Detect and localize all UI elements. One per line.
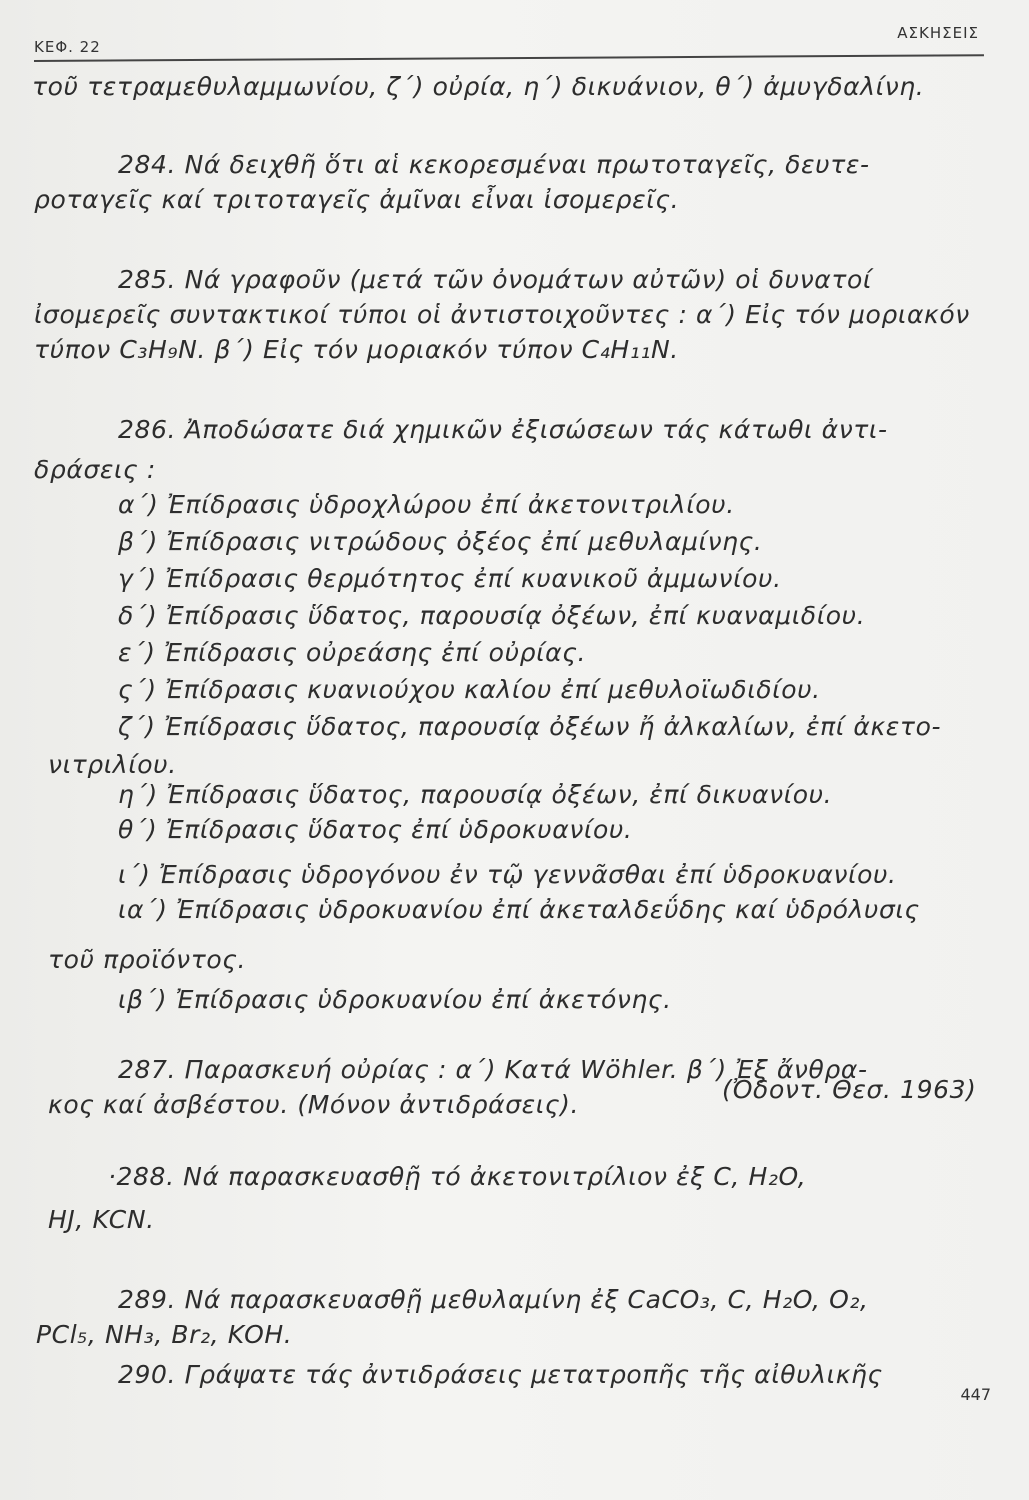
exercise-286-item-f: ς΄) Ἐπίδρασις κυανιούχου καλίου ἐπί μεθυλοϊωδιδίου. [118, 675, 821, 704]
exercise-286-item-b: β΄) Ἐπίδρασις νιτρώδους ὀξέος ἐπί μεθυλαμίνης. [118, 527, 763, 556]
chapter-header: ΚΕΦ. 22 [34, 38, 101, 56]
header-rule [34, 54, 984, 62]
exercise-286-item-i: θ΄) Ἐπίδρασις ὕδατος ἐπί ὑδροκυανίου. [118, 815, 633, 844]
exercise-284-line-1: 284. Νά δειχθῆ ὅτι αἱ κεκορεσμέναι πρωτοταγεῖς, δευτε- [118, 150, 870, 179]
exercise-287-line-2: κος καί ἀσβέστου. (Μόνον ἀντιδράσεις). [48, 1090, 579, 1119]
page-number: 447 [960, 1385, 991, 1404]
exercise-286-item-l: ιβ΄) Ἐπίδρασις ὑδροκυανίου ἐπί ἀκετόνης. [118, 985, 672, 1014]
exercise-285-line-2: ἰσομερεῖς συντακτικοί τύποι οἱ ἀντιστοιχοῦντες : α΄) Εἰς τόν μοριακόν [34, 300, 970, 329]
exercise-286-item-c: γ΄) Ἐπίδρασις θερμότητος ἐπί κυανικοῦ ἀμμωνίου. [118, 564, 782, 593]
exercise-286-item-k: ια΄) Ἐπίδρασις ὑδροκυανίου ἐπί ἀκεταλδεΰδης καί ὑδρόλυσις [118, 895, 920, 924]
exercise-286-item-e: ε΄) Ἐπίδρασις οὐρεάσης ἐπί οὐρίας. [118, 638, 587, 667]
section-header: ΑΣΚΗΣΕΙΣ [897, 24, 979, 42]
exercise-286-item-g: ζ΄) Ἐπίδρασις ὕδατος, παρουσίᾳ ὀξέων ἤ ἀλκαλίων, ἐπί ἀκετο- [118, 712, 942, 741]
exercise-290-line-1: 290. Γράψατε τάς ἀντιδράσεις μετατροπῆς τῆς αἰθυλικῆς [118, 1360, 883, 1389]
exercise-286-item-d: δ΄) Ἐπίδρασις ὕδατος, παρουσίᾳ ὀξέων, ἐπί κυαναμιδίου. [118, 601, 866, 630]
exercise-286-item-a: α΄) Ἐπίδρασις ὑδροχλώρου ἐπί ἀκετονιτριλίου. [118, 490, 735, 519]
exercise-289-line-1: 289. Νά παρασκευασθῇ μεθυλαμίνη ἐξ CaCO₃, C, H₂O, O₂, [118, 1285, 869, 1314]
exercise-287-line-1: 287. Παρασκευή οὐρίας : α΄) Κατά Wöhler. β΄) Ἐξ ἄνθρα- [118, 1055, 868, 1084]
exercise-286-line-1: 286. Ἀποδώσατε διά χημικῶν ἐξισώσεων τάς κάτωθι ἀντι- [118, 415, 888, 444]
exercise-288-line-2: HJ, KCN. [48, 1205, 155, 1234]
exercise-285-line-3: τύπον C₃H₉N. β΄) Εἰς τόν μοριακόν τύπον C₄H₁₁N. [34, 335, 679, 364]
text-line: τοῦ τετραμεθυλαμμωνίου, ζ΄) οὐρία, η΄) δικυάνιον, θ΄) ἀμυγδαλίνη. [32, 72, 925, 101]
exercise-289-line-2: PCl₅, NH₃, Br₂, KOH. [36, 1320, 293, 1349]
exercise-286-item-g-cont: νιτριλίου. [48, 750, 177, 779]
exercise-286-item-j: ι΄) Ἐπίδρασις ὑδρογόνου ἐν τῷ γεννᾶσθαι ἐπί ὑδροκυανίου. [118, 860, 897, 889]
exercise-286-item-k-cont: τοῦ προϊόντος. [48, 945, 247, 974]
exercise-284-line-2: ροταγεῖς καί τριτοταγεῖς ἀμῖναι εἶναι ἰσομερεῖς. [34, 185, 680, 214]
exercise-287-source: (Ὀδοντ. Θεσ. 1963) [722, 1075, 977, 1104]
exercise-286-item-h: η΄) Ἐπίδρασις ὕδατος, παρουσίᾳ ὀξέων, ἐπί δικυανίου. [118, 780, 833, 809]
exercise-288-line-1: ·288. Νά παρασκευασθῇ τό ἀκετονιτρίλιον ἐξ C, H₂O, [108, 1162, 807, 1191]
exercise-286-line-2: δράσεις : [34, 455, 156, 484]
exercise-285-line-1: 285. Νά γραφοῦν (μετά τῶν ὀνομάτων αὐτῶν) οἱ δυνατοί [118, 265, 872, 294]
